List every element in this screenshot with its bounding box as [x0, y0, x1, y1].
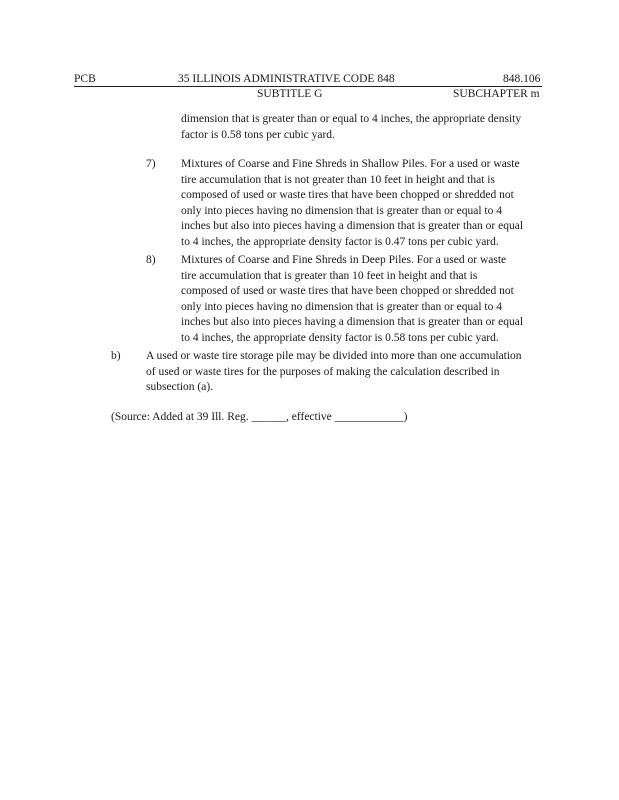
text-line: Mixtures of Coarse and Fine Shreds in Shallow Piles. For a used or waste [181, 158, 520, 170]
text-line: Mixtures of Coarse and Fine Shreds in Deep Piles. For a used or waste [181, 254, 507, 266]
text-line: inches but also into pieces having a dimension that is greater than or equal [181, 220, 524, 232]
text-line: tire accumulation that is not greater than 10 feet in height and that is [181, 173, 495, 186]
text-line: to 4 inches, the appropriate density factor is 0.47 tons per cubic yard. [181, 235, 499, 248]
header-code-title: 35 ILLINOIS ADMINISTRATIVE CODE 848 [178, 73, 395, 85]
item-7-paragraph [181, 157, 523, 250]
text-line: A used or waste tire storage pile may be divided into more than one accumulation [146, 350, 522, 362]
text-line: inches but also into pieces having a dimension that is greater than or equal [181, 316, 524, 328]
header-subchapter: SUBCHAPTER m [453, 88, 540, 100]
header-subtitle: SUBTITLE G [257, 88, 323, 100]
item-7-number: 7) [146, 158, 156, 170]
text-line: dimension that is greater than or equal to 4 inches, the appropriate density [181, 113, 522, 125]
item-b-paragraph [146, 349, 522, 396]
item-8-paragraph [181, 253, 523, 346]
text-line: composed of used or waste tires that have been chopped or shredded not [181, 285, 514, 297]
header-section-number: 848.106 [503, 73, 541, 85]
text-line: only into pieces having no dimension that is greater than or equal to 4 [181, 300, 502, 313]
item-b-number: b) [111, 350, 121, 362]
item-8-number: 8) [146, 254, 156, 266]
text-line: of used or waste tires for the purposes of making the calculation described in [146, 365, 500, 378]
text-line: tire accumulation that is greater than 10 feet in height and that is [181, 269, 478, 282]
text-line: composed of used or waste tires that have been chopped or shredded not [181, 189, 514, 201]
text-line: factor is 0.58 tons per cubic yard. [181, 128, 335, 141]
source-note: (Source: Added at 39 Ill. Reg. ______, effective ____________) [111, 411, 408, 423]
text-line: subsection (a). [146, 381, 214, 393]
continuation-paragraph [181, 112, 521, 143]
text-line: only into pieces having no dimension that is greater than or equal to 4 [181, 204, 502, 217]
text-line: to 4 inches, the appropriate density factor is 0.58 tons per cubic yard. [181, 331, 499, 344]
header-agency: PCB [74, 73, 96, 85]
header-rule [74, 86, 542, 87]
